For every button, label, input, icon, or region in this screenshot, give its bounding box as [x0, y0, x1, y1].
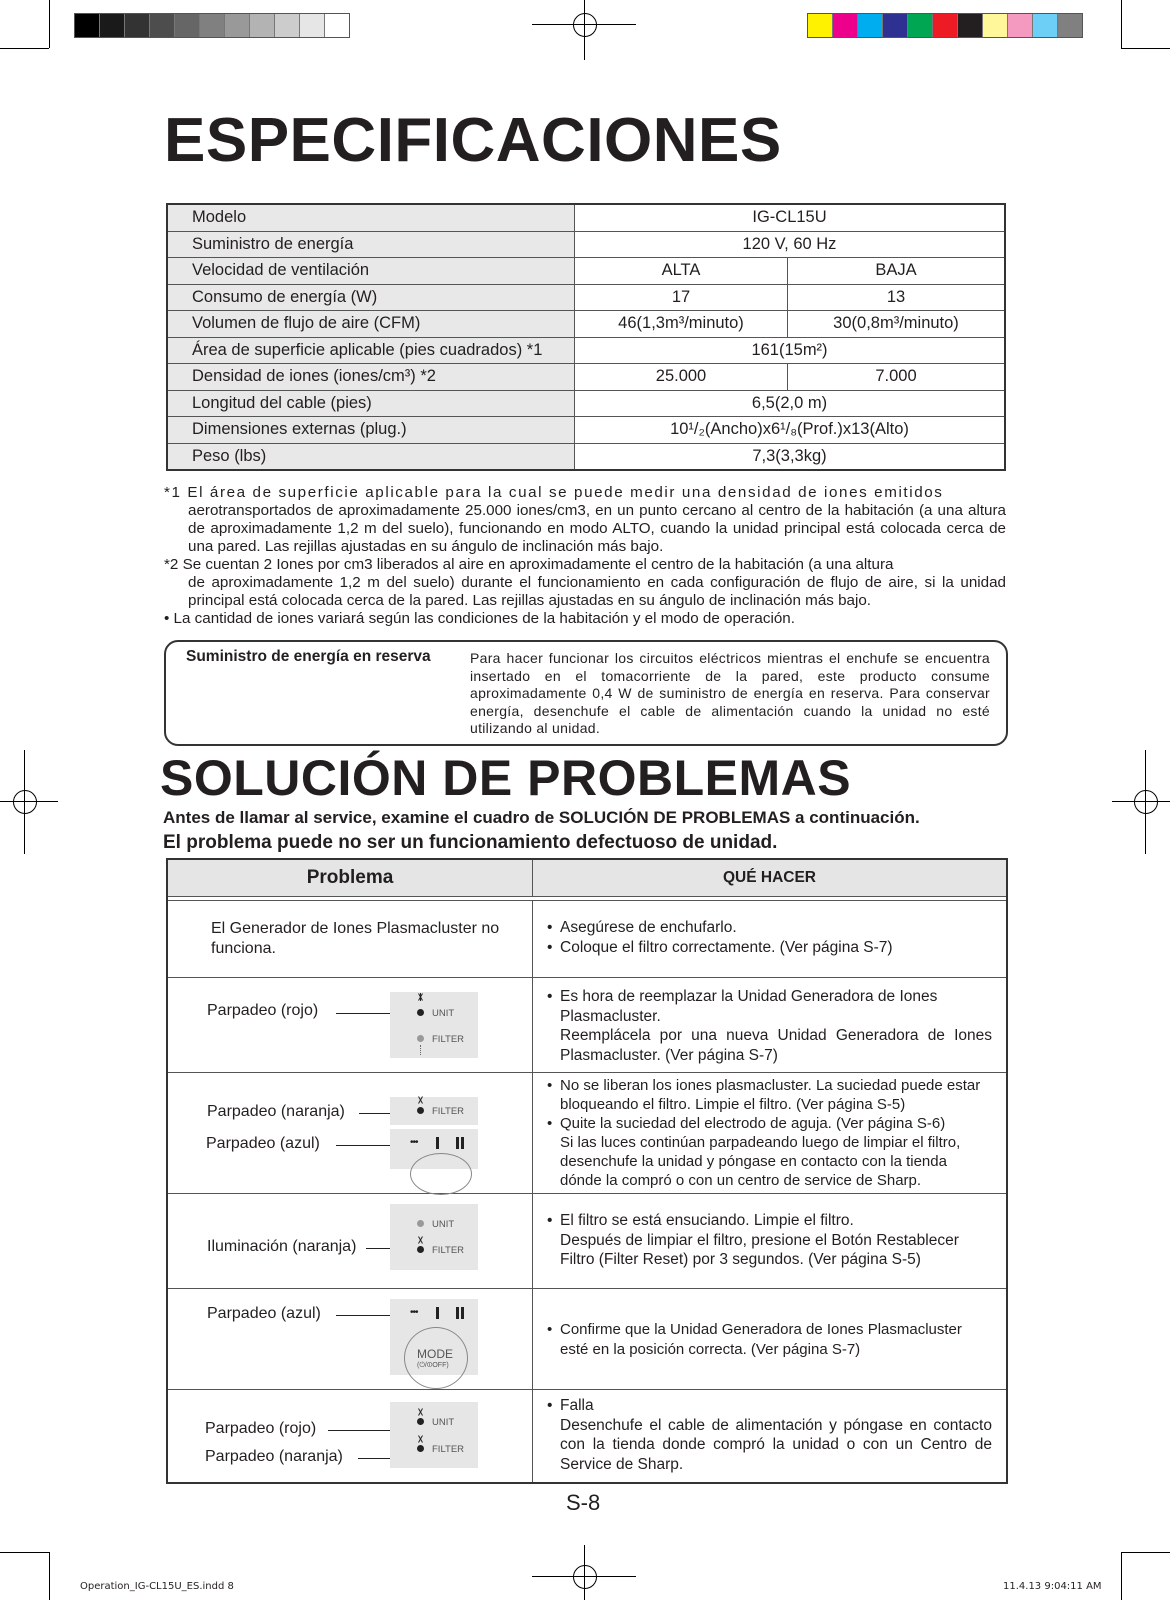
table-row: Parpadeo (rojo) UNIT FILTER • Es hora de reemplazar la Unidad Generadora de Iones Plasmacluster. Reemplácela por una nueva Unidad Generadora de Iones Plasmacluster. (Ver página S-7): [168, 977, 1006, 1072]
table-row: [167, 337, 1005, 364]
gray-swatch: [275, 14, 300, 37]
table-row: [167, 258, 1005, 285]
column-header-problem: Problema: [168, 860, 533, 896]
gray-swatch: [200, 14, 225, 37]
color-swatch: [808, 14, 833, 37]
solution-item: Quite la suciedad del electrodo de aguja. (Ver página S-6): [560, 1115, 946, 1132]
spec-value-alta: 46(1,3m³/minuto): [575, 311, 788, 338]
solution-item: Es hora de reemplazar la Unidad Generadora de Iones Plasmacluster.: [560, 988, 938, 1025]
solution-item: Coloque el filtro correctamente. (Ver página S-7): [560, 938, 893, 956]
gray-swatch: [150, 14, 175, 37]
footnote-1-cont: aerotransportados de aproximadamente 25.000 iones/cm3, en un punto cercano al centro de la habitación (a una altura de aproximadamente 1,2 m del suelo), funcionando en modo ALTO, cuando la unidad principal está colocada cerca de una pared. Las rejillas ajustadas en su ángulo de inclinación más bajo.: [188, 502, 1006, 555]
table-row: Iluminación (naranja) UNIT FILTER • El filtro se está ensuciando. Limpie el filtro. Después de limpiar el filtro, presione el Botón Restablecer Filtro (Filter Reset) por 3 segundos. (Ver página S-5): [168, 1193, 1006, 1288]
spec-title: ESPECIFICACIONES: [164, 106, 782, 175]
color-swatch: [933, 14, 958, 37]
mode-panel: •••: [390, 1129, 478, 1169]
table-row: [167, 231, 1005, 258]
troubleshooting-subtitle-1: Antes de llamar al service, examine el cuadro de SOLUCIÓN DE PROBLEMAS a continuación.: [163, 808, 920, 827]
table-row: [167, 284, 1005, 311]
table-header-row: [168, 860, 1006, 896]
solution-item: Asegúrese de enchufarlo.: [560, 919, 737, 936]
gray-swatch: [325, 14, 349, 37]
unit-led-icon: [417, 1009, 424, 1016]
indicator-label: Parpadeo (rojo): [207, 1002, 319, 1019]
color-swatch: [858, 14, 883, 37]
footer-filename: Operation_IG-CL15U_ES.indd 8: [80, 1581, 234, 1592]
spec-value: IG-CL15U: [575, 204, 1006, 231]
filter-led-icon: [417, 1035, 424, 1042]
table-row: [167, 417, 1005, 444]
color-swatch: [958, 14, 983, 37]
filter-led-icon: [417, 1246, 424, 1253]
solution-item: Falla: [560, 1397, 594, 1414]
indicator-label: Parpadeo (naranja): [207, 1103, 345, 1120]
indicator-panel: UNIT FILTER: [390, 992, 478, 1058]
spec-value: 10¹/₂(Ancho)x6¹/₈(Prof.)x13(Alto): [575, 417, 1006, 444]
table-row: El Generador de Iones Plasmacluster no funciona. • Asegúrese de enchufarlo. • Coloque el filtro correctamente. (Ver página S-7): [168, 900, 1006, 977]
footnote-1: *1 El área de superficie aplicable para la cual se puede medir una densidad de iones emitidos: [164, 484, 944, 501]
problem-text: El Generador de Iones Plasmacluster no funciona.: [211, 920, 500, 957]
color-swatch: [1058, 14, 1082, 37]
spec-label: Longitud del cable (pies): [167, 390, 575, 417]
spec-footnotes: [164, 484, 1006, 628]
gray-swatch: [75, 14, 100, 37]
footnote-3: • La cantidad de iones variará según las condiciones de la habitación y el modo de operación.: [164, 610, 795, 627]
spec-value-alta: ALTA: [575, 258, 788, 285]
spec-label: Suministro de energía: [167, 231, 575, 258]
indicator-panel: UNIT FILTER: [390, 1204, 478, 1270]
table-row: [167, 364, 1005, 391]
footer-timestamp: 11.4.13 9:04:11 AM: [1003, 1581, 1102, 1592]
spec-label: Velocidad de ventilación: [167, 258, 575, 285]
indicator-label: Parpadeo (azul): [207, 1305, 321, 1322]
troubleshooting-subtitle-2: El problema puede no ser un funcionamiento defectuoso de unidad.: [163, 832, 778, 853]
spec-label: Dimensiones externas (plug.): [167, 417, 575, 444]
spec-value-baja: 30(0,8m³/minuto): [788, 311, 1006, 338]
table-row: [167, 311, 1005, 338]
spec-value: 6,5(2,0 m): [575, 390, 1006, 417]
column-header-what-to-do: QUÉ HACER: [722, 869, 816, 887]
mode-panel: ••• MODE (⏻/⏼OFF): [390, 1299, 478, 1375]
page-number: S-8: [566, 1490, 601, 1515]
troubleshooting-title: SOLUCIÓN DE PROBLEMAS: [160, 750, 852, 806]
standby-text: Para hacer funcionar los circuitos eléctricos mientras el enchufe se encuentra insertado en el tomacorriente de la pared, este producto consume aproximadamente 0,4 W de suministro de energía en reserva. Para conservar energía, desenchufe el cable de alimentación cuando la unidad no esté utilizando al unidad.: [470, 650, 990, 736]
color-swatch: [908, 14, 933, 37]
solution-item: No se liberan los iones plasmacluster. La suciedad puede estar bloqueando el filtro. Limpie el filtro. (Ver página S-5): [560, 1077, 981, 1113]
filter-led-icon: [417, 1107, 424, 1114]
spec-label: Modelo: [167, 204, 575, 231]
spec-value: 120 V, 60 Hz: [575, 231, 1006, 258]
table-row: [167, 443, 1005, 470]
table-row: Parpadeo (naranja) Parpadeo (azul) FILTER ••• • No se liberan los iones plasmacluster. La suciedad puede estar bloqueando el filtro. Limpie el filtro. (Ver página S-5) • Quite la suciedad del electrodo de aguja. (Ver página S-6) Si las luces continúan parpadeando luego de limpiar el filtro, desenchufe la unidad y póngase en contacto con la tienda dónde la compró o con un centro de service de Sharp.: [168, 1072, 1006, 1193]
color-swatch: [1008, 14, 1033, 37]
spec-label: Área de superficie aplicable (pies cuadrados) *1: [167, 337, 575, 364]
indicator-label: Iluminación (naranja): [207, 1238, 357, 1255]
color-swatch: [983, 14, 1008, 37]
gray-swatch: [300, 14, 325, 37]
spec-table: [166, 203, 1006, 471]
color-swatch: [883, 14, 908, 37]
table-row: Parpadeo (azul) ••• MODE (⏻/⏼OFF) • Confirme que la Unidad Generadora de Iones Plasmacluster esté en la posición correcta. (Ver página S-7): [168, 1288, 1006, 1389]
indicator-panel: UNIT FILTER: [390, 1402, 478, 1468]
indicator-label: Parpadeo (rojo): [205, 1420, 317, 1437]
gray-swatch: [225, 14, 250, 37]
spec-value-baja: 7.000: [788, 364, 1006, 391]
gray-swatch: [175, 14, 200, 37]
footnote-2: *2 Se cuentan 2 Iones por cm3 liberados al aire en aproximadamente el centro de la habitación (a una altura: [164, 556, 894, 573]
standby-title: Suministro de energía en reserva: [186, 648, 431, 665]
footnote-2-cont: de aproximadamente 1,2 m del suelo) durante el funcionamiento en cada configuración de flujo de aire, si la unidad principal está colocada cerca de la pared. Las rejillas ajustadas en su ángulo de inclinación más bajo.: [188, 574, 1006, 609]
spec-label: Consumo de energía (W): [167, 284, 575, 311]
indicator-label: Parpadeo (naranja): [205, 1448, 343, 1465]
table-row: [167, 390, 1005, 417]
color-swatch: [1033, 14, 1058, 37]
table-row: [167, 204, 1005, 231]
solution-item: Confirme que la Unidad Generadora de Iones Plasmacluster esté en la posición correcta. (Ver página S-7): [560, 1321, 962, 1358]
gray-swatch: [125, 14, 150, 37]
solution-item: El filtro se está ensuciando. Limpie el filtro.: [560, 1212, 854, 1229]
indicator-panel: FILTER: [390, 1097, 478, 1125]
solution-item: Desenchufe el cable de alimentación y póngase en contacto con la tienda donde compró la unidad o con un Centro de Service de Sharp.: [560, 1416, 992, 1473]
solution-item: Después de limpiar el filtro, presione el Botón Restablecer Filtro (Filter Reset) por 3 segundos. (Ver página S-5): [560, 1231, 959, 1268]
spec-value-baja: 13: [788, 284, 1006, 311]
grayscale-bar: [74, 13, 350, 38]
spec-label: Densidad de iones (iones/cm³) *2: [167, 364, 575, 391]
solution-item: Si las luces continúan parpadeando luego de limpiar el filtro, desenchufe la unidad y póngase en contacto con la tienda dónde la compró o con un centro de service de Sharp.: [560, 1134, 961, 1189]
mode-button-label: MODE: [417, 1347, 453, 1361]
solution-item: Reemplácela por una nueva Unidad Generadora de Iones Plasmacluster. (Ver página S-7): [560, 1027, 992, 1064]
table-row: Parpadeo (rojo) Parpadeo (naranja) UNIT FILTER • Falla Desenchufe el cable de alimentación y póngase en contacto con la tienda donde compró la unidad o con un Centro de Service de Sharp.: [168, 1389, 1006, 1482]
color-bar: [807, 13, 1083, 38]
standby-power-box: [164, 640, 1008, 746]
spec-value-alta: 17: [575, 284, 788, 311]
gray-swatch: [250, 14, 275, 37]
gray-swatch: [100, 14, 125, 37]
spec-label: Peso (lbs): [167, 443, 575, 470]
color-swatch: [833, 14, 858, 37]
troubleshooting-table: [166, 858, 1008, 1484]
spec-label: Volumen de flujo de aire (CFM): [167, 311, 575, 338]
spec-value-alta: 25.000: [575, 364, 788, 391]
unit-led-icon: [417, 1220, 424, 1227]
indicator-label: Parpadeo (azul): [206, 1135, 320, 1152]
spec-value-baja: BAJA: [788, 258, 1006, 285]
spec-value: 161(15m²): [575, 337, 1006, 364]
filter-led-icon: [417, 1445, 424, 1452]
spec-value: 7,3(3,3kg): [575, 443, 1006, 470]
unit-led-icon: [417, 1418, 424, 1425]
